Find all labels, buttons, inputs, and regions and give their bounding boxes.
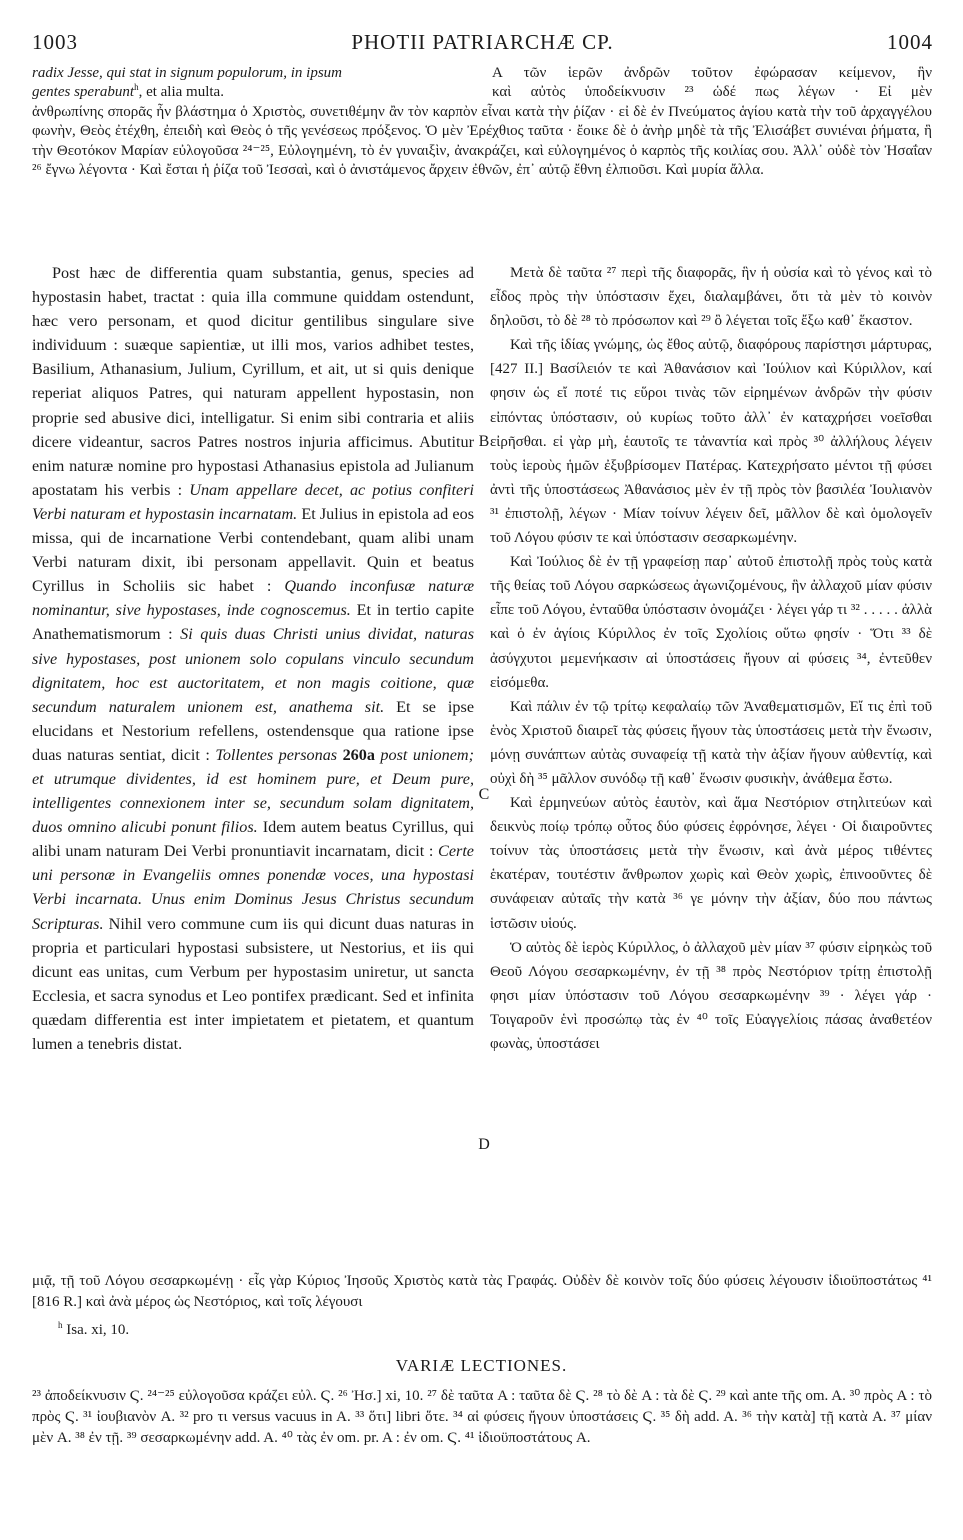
opening-block xyxy=(32,64,932,180)
latin-paragraph: Post hæc de differentia quam substantia, genus, species ad hypostasin habet, tractat : quia illa commune quiddam ostendunt, hæc vero personam, et quod dicitur gentilibus singulare sive individuum : suæque sapientiæ, ut illi mos, varios adhibet testes, Basilium, Athanasium, Julium, Cyrillum, et ait, ut si quis denique reperiat aliquos Patres, qui naturam appellent hypostasin, non proprie sed abusive dici, intelligatur. Si enim sibi contraria et aliis dicere videantur, sacros Patres nostros injuria afficimus. Abutitur enim naturæ nomine pro hypostasi Athanasius epistola ad Julianum apostatam his verbis : Unam appellare decet, ac potius confiteri Verbi naturam et hypostasin incarnatam. Et Julius in epistola ad eos missa, qui de incarnatione Verbi contendebant, quam alibi unam Verbi naturam dixit, ibi personam appellavit. Quin et beatus Cyrillus in Scholiis sic habet : Quando inconfusæ naturæ nominantur, sive hypostases, inde cognoscemus. Et in tertio capite Anathematismorum : Si quis duas Christi unius dividat, naturas sive hypostases, post unionem solo copulans vinculo secundum dignitatem, hoc est auctoritatem, et non magis coitione, quæ secundum naturalem unionem est, anathema sit. Et se ipse elucidans et Nestorium refellens, ostendensque qua ratione ipse duas naturas sentiat, dicit : Tollentes personas 260a post unionem; et utrumque dividentes, id est hominem pure, et Deum pure, intelligentes connexionem inter se, secundum solam dignitatem, duos omnino alicubi ponunt filios. Idem autem beatus Cyrillus, qui alibi unam naturam Dei Verbi pronuntiavit incarnatam, dicit : Certe uni personæ in Evangeliis omnes ponendæ voces, una hypostasi Verbi incarnata. Unus enim Dominus Jesus Christus secundum Scripturas. Nihil vero commune cum iis qui dicunt duas naturas in propria et particulari hypostasi subsistere, ut Nestorius, et iis qui dicunt eas unitas, cum Verbum per hypostasim uniretur, ut sancta Ecclesia, et sacra synodus et Leo pontifex prædicant. Sed et infinita quædam differentia est inter impietatem et pietatem, et quantum lumen a tenebris distat. xyxy=(32,264,475,1053)
greek-column xyxy=(490,261,932,1056)
footnote-marker: h xyxy=(58,1320,63,1330)
latin-fragment-1: radix Jesse, qui stat in signum populorum, in ipsum xyxy=(32,65,342,81)
margin-letter-c: C xyxy=(478,786,490,803)
left-page-number: 1003 xyxy=(32,30,78,54)
footnote-ref-h: h xyxy=(134,82,139,93)
column-ref: 260a xyxy=(342,745,375,764)
greek-paragraph: Καὶ ἑρμηνεύων αὐτὸς ἑαυτὸν, καὶ ἅμα Νεστόριον στηλιτεύων καὶ δεικνὺς ποίῳ τρόπῳ οὗτος δύο φύσεις ἐφρόνησε, λέγει · Οἱ διαιροῦντες τοίνυν τὰς ὑποστάσεις μετὰ τὴν ἕνωσιν, καὶ ἀνὰ μέρος τιθέντες ἑκατέραν, τουτέστιν ἄνθρωπον χωρὶς καὶ Θεὸν χωρὶς, ἐπινοοῦντες δὲ συνάφειαν αὐταῖς τὴν κατὰ ³⁶ γε μόνην τὴν ἀξίαν, δύο που πάντως ἱστῶσιν υἱούς. xyxy=(490,795,932,932)
right-page-number: 1004 xyxy=(887,30,933,54)
latin-fragment-2: gentes sperabunt$^h$, et alia multa. xyxy=(32,82,224,101)
greek-fragment-1: A τῶν ἱερῶν ἀνδρῶν τοῦτον ἐφώρασαν κείμενον, ἣν xyxy=(492,65,932,81)
latin-quote: Tollentes personas xyxy=(215,745,338,764)
latin-quote: Si quis duas Christi unius dividat, naturas sive hypostases, post unionem solo copulans vinculo secundum dignitatem, hoc est auctoritatem, et non magis coitione, quæ secundum naturalem unionem est, anathema sit. xyxy=(32,625,474,716)
greek-paragraph: Καὶ τῆς ἰδίας γνώμης, ὡς ἔθος αὐτῷ, διαφόρους παρίστησι μάρτυρας, [427 II.] Βασίλειόν τε καὶ Ἀθανάσιον καὶ Ἰούλιον καὶ Κύριλλον, καί φησιν ὡς εἴ ποτέ τις εὕροι τινὰς τῶν εἰρημένων ἀνδρῶν τὴν φύσιν εἰπόντας ὑπόστασιν, οὐ κυρίως τοῦτο ἀλλ᾽ ἐν καταχρήσει νοεῖσθαι εἰρῆσθαι. εἰ γὰρ μὴ, ἑαυτοῖς τε τἀναντία καὶ πρὸς ³⁰ ἀλλήλους λέγειν τοὺς ἱεροὺς ἡμῶν ἐξυβρίσομεν Πατέρας. Κατεχρήσατο μέντοι τῇ φύσει ἀντὶ τῆς ὑποστάσεως Ἀθανάσιος μὲν ἐν τῇ πρὸς τὸν βασιλέα Ἰουλιανὸν ³¹ ἐπιστολῇ, λέγων · Μίαν τοίνυν λέγειν δεῖ, μᾶλλον δὲ καὶ ὁμολογεῖν τοῦ Λόγου φύσιν τε καὶ ὑπόστασιν σεσαρκωμένην. xyxy=(490,337,932,547)
greek-paragraph: Μετὰ δὲ ταῦτα ²⁷ περὶ τῆς διαφορᾶς, ἣν ἡ οὐσία καὶ τὸ γένος καὶ τὸ εἶδος πρὸς τὴν ὑπόστασιν ἔχει, διαλαμβάνει, ὅτι τὰ μὲν τὸ κοινὸν δηλοῦσι, τὸ δὲ ²⁸ τὸ πρόσωπον καὶ ²⁹ ὃ λέγεται τοῖς ἔξω καθ᾽ ἕκαστον. xyxy=(490,265,932,330)
opening-line-1 xyxy=(32,64,932,83)
margin-letter-d: D xyxy=(478,1136,490,1153)
margin-letter-b: B xyxy=(478,433,490,450)
greek-paragraph: Καὶ πάλιν ἐν τῷ τρίτῳ κεφαλαίῳ τῶν Ἀναθεματισμῶν, Εἴ τις ἐπὶ τοῦ ἑνὸς Χριστοῦ διαιρεῖ τὰς φύσεις ἤγουν τὰς ὑποστάσεις μετὰ τὴν ἕνωσιν, μόνῃ συνάπτων αὐτὰς συναφείᾳ τῇ κατὰ τὴν ἀξίαν ἤγουν αὐθεντίᾳ, καὶ οὐχὶ δὴ ³⁵ μᾶλλον συνόδῳ τῇ καθ᾽ ἕνωσιν φυσικὴν, ἀνάθεμα ἔστω. xyxy=(490,698,932,787)
greek-continuation: μιᾷ, τῇ τοῦ Λόγου σεσαρκωμένῃ · εἷς γὰρ Κύριος Ἰησοῦς Χριστὸς κατὰ τὰς Γραφάς. Οὐδὲν δὲ κοινὸν τοῖς δύο φύσεις λέγουσιν ἰδιοϋποστάτως ⁴¹ [816 R.] καὶ ἀνὰ μέρος ὡς Νεστόριος, καὶ τοῖς λέγουσι xyxy=(32,1273,932,1310)
greek-paragraph: Ὁ αὐτὸς δὲ ἱερὸς Κύριλλος, ὁ ἀλλαχοῦ μὲν μίαν ³⁷ φύσιν εἰρηκὼς τοῦ Θεοῦ Λόγου σεσαρκωμένην, ἐν τῇ ³⁸ πρὸς Νεστόριον τρίτῃ ἐπιστολῇ φησι μίαν ὑπόστασιν τοῦ Λόγου σεσαρκωμένην ³⁹ · λέγει γάρ · Τοιγαροῦν ἑνὶ προσώπῳ τὰς ἐν ⁴⁰ τοῖς Εὐαγγελίοις πάσας ἀναθετέον φωνὰς, ὑποστάσει xyxy=(490,939,932,1052)
footnote-text: Isa. xi, 10. xyxy=(66,1322,130,1338)
latin-column xyxy=(32,261,474,1056)
greek-opening-paragraph: ἀνθρωπίνης σπορᾶς ἦν βλάστημα ὁ Χριστὸς, συνετιθέμην ἂν τὸν καρπὸν εἶναι κατὰ τὴν ῥίζαν · εἰ δὲ ἐν Πνεύματος ἁγίου κατὰ τὴν τοῦ ἀρχαγγέλου φωνὴν, Θεὸς ἐτέχθη, ἐπειδὴ καὶ Θεὸς ὁ τῆς γενέσεως πρόξενος. Ὁ μὲν Ἐρέχθιος ταῦτα · ἔοικε δὲ ὁ ἀνὴρ μηδὲ τὰ τῆς Ἐλισάβετ συνιέναι ῥήματα, ἣ τὴν Θεοτόκον Μαρίαν εὐλογοῦσα ²⁴⁻²⁵, Εὐλογημένη, τὸ ἐν γυναιξὶν, ἀνακράζει, καὶ εὐλογημένος ὁ καρπὸς τῆς κοιλίας σου. Ἀλλ᾽ οὐδὲ τὸν Ἠσαΐαν ²⁶ ἔγνω λέγοντα · Καὶ ἔσται ἡ ῥίζα τοῦ Ἰεσσαὶ, καὶ ὁ ἀνιστάμενος ἄρχειν ἐθνῶν, ἐπ᾽ αὐτῷ ἔθνη ἐλπιοῦσι. Καὶ μυρία ἄλλα. xyxy=(32,103,932,179)
margin-letter-a: A xyxy=(492,65,503,81)
variae-lectiones: ²³ ἀποδείκνυσιν Ϛ. ²⁴⁻²⁵ εὐλογοῦσα κράζει εὐλ. Ϛ. ²⁶ Ἠσ.] xi, 10. ²⁷ δὲ ταῦτα A : ταῦτα δὲ Ϛ. ²⁸ τὸ δὲ A : τὰ δὲ Ϛ. ²⁹ καὶ ante τῆς om. A. ³⁰ πρὸς A : τὸ πρὸς Ϛ. ³¹ ἰουβιανὸν A. ³² pro τι versus vacuus in A. ³³ ὅτι] libri ὅτε. ³⁴ αἱ φύσεις ἤγουν ὑποστάσεις Ϛ. ³⁵ δὴ add. A. ³⁶ τὴν κατὰ] τῇ κατὰ A. ³⁷ μίαν μὲν A. ³⁸ ἐν τῇ. ³⁹ σεσαρκωμένην add. A. ⁴⁰ τὰς ἐν om. pr. A : ἐν om. Ϛ. ⁴¹ ἰδιοϋποστάτους A. xyxy=(32,1388,932,1446)
greek-paragraph: Καὶ Ἰούλιος δὲ ἐν τῇ γραφείσῃ παρ᾽ αὐτοῦ ἐπιστολῇ πρὸς τοὺς κατὰ τῆς θείας τοῦ Λόγου σαρκώσεως ἀγωνιζομένους, ἣν ἀλλαχοῦ μίαν φύσιν εἶπε τοῦ Λόγου, ἐνταῦθα ὑπόστασιν ὀνομάζει · λέγει γάρ τι ³² . . . . . ἀλλὰ καὶ ὁ ἐν ἁγίοις Κύριλλος ἐν τοῖς Σχολίοις οὕτω φησίν · Ὅτι ³³ δὲ ἀσύγχυτοι μεμενήκασιν αἱ ὑποστάσεις ἤγουν αἱ φύσεις ³⁴, ἐντεῦθεν εἰσόμεθα. xyxy=(490,554,932,691)
latin-quote: post unionem; et utrumque dividentes, id est hominem pure, et Deum pure, intelligentes connexionem inter se, secundum solam dignitatem, duos omnino alicubi ponunt filios. xyxy=(32,745,475,837)
greek-fragment-2: καὶ αὐτὸς ὑποδείκνυσιν ²³ ὡδέ πως λέγων · Εἰ μὲν xyxy=(492,84,932,101)
opening-line-2 xyxy=(32,83,932,102)
latin-quote: Unam appellare decet, ac potius confiteri Verbi naturam et hypostasin incarnatam. xyxy=(32,480,475,523)
page-title: PHOTII PATRIARCHÆ CP. xyxy=(351,30,614,54)
footnote xyxy=(58,1322,658,1339)
latin-quote: Certe uni personæ in Evangeliis omnes ponendæ voces, una hypostasi Verbi incarnata. Unus enim Dominus Jesus Christus secundum Scripturas. xyxy=(32,842,474,933)
latin-quote: Quando inconfusæ naturæ nominantur, sive hypostases, inde cognoscemus. xyxy=(32,577,475,620)
running-header xyxy=(32,30,933,56)
variae-lectiones-title: VARIÆ LECTIONES. xyxy=(395,1356,568,1375)
